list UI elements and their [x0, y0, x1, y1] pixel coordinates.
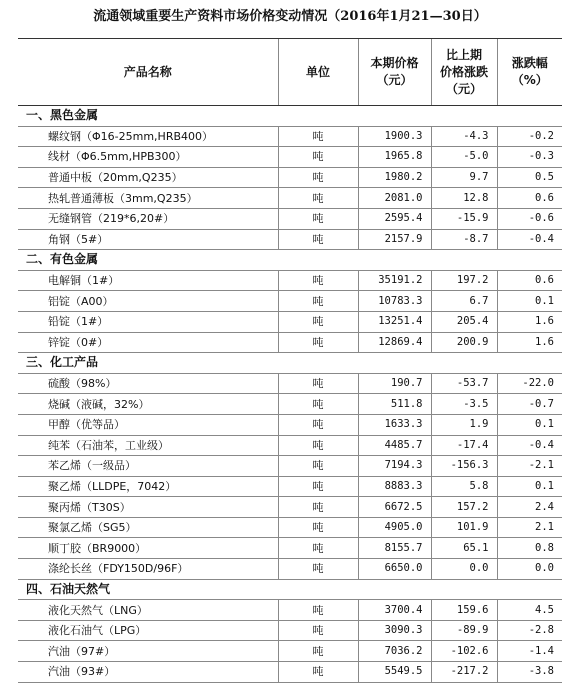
category-row — [18, 353, 562, 374]
product-name-cell: 电解铜（1#） — [18, 270, 278, 291]
pct-cell: -0.4 — [497, 229, 562, 250]
product-name-cell: 液化石油气（LPG） — [18, 620, 278, 641]
product-name-cell: 硫酸（98%） — [18, 373, 278, 394]
price-cell: 6672.5 — [358, 497, 431, 518]
product-name-cell: 汽油（97#） — [18, 641, 278, 662]
product-name-cell: 聚丙烯（T30S） — [18, 497, 278, 518]
product-name-cell: 涤纶长丝（FDY150D/96F） — [18, 559, 278, 580]
table-row — [18, 559, 562, 580]
pct-cell: 0.1 — [497, 291, 562, 312]
change-cell: -53.7 — [431, 373, 497, 394]
change-cell: -3.5 — [431, 394, 497, 415]
price-cell: 1633.3 — [358, 414, 431, 435]
pct-cell: -3.8 — [497, 662, 562, 683]
table-row — [18, 291, 562, 312]
unit-cell: 吨 — [278, 620, 358, 641]
pct-cell: 0.6 — [497, 270, 562, 291]
unit-cell: 吨 — [278, 167, 358, 188]
table-row — [18, 394, 562, 415]
product-name-cell: 汽油（93#） — [18, 662, 278, 683]
unit-cell: 吨 — [278, 373, 358, 394]
table-row — [18, 229, 562, 250]
change-cell: 5.8 — [431, 476, 497, 497]
pct-cell: -2.8 — [497, 620, 562, 641]
table-row — [18, 332, 562, 353]
change-cell: -15.9 — [431, 208, 497, 229]
table-row — [18, 167, 562, 188]
table-row — [18, 641, 562, 662]
change-cell: -8.7 — [431, 229, 497, 250]
unit-cell: 吨 — [278, 394, 358, 415]
product-name-cell: 锌锭（0#） — [18, 332, 278, 353]
change-cell: -4.3 — [431, 126, 497, 147]
unit-cell: 吨 — [278, 600, 358, 621]
unit-cell: 吨 — [278, 435, 358, 456]
price-cell: 8883.3 — [358, 476, 431, 497]
table-row — [18, 270, 562, 291]
price-cell: 511.8 — [358, 394, 431, 415]
table-row — [18, 662, 562, 683]
unit-cell: 吨 — [278, 497, 358, 518]
product-name-cell: 铝锭（A00） — [18, 291, 278, 312]
table-row — [18, 373, 562, 394]
pct-cell: 0.0 — [497, 559, 562, 580]
product-name-cell: 甲醇（优等品） — [18, 414, 278, 435]
header-price: 本期价格 （元） — [358, 39, 431, 106]
unit-cell: 吨 — [278, 641, 358, 662]
unit-cell: 吨 — [278, 662, 358, 683]
product-name-cell: 烧碱（液碱，32%） — [18, 394, 278, 415]
header-pct: 涨跌幅 （%） — [497, 39, 562, 106]
price-cell: 6650.0 — [358, 559, 431, 580]
pct-cell: -0.7 — [497, 394, 562, 415]
pct-cell: -1.4 — [497, 641, 562, 662]
change-cell: -156.3 — [431, 456, 497, 477]
unit-cell: 吨 — [278, 229, 358, 250]
pct-cell: 0.8 — [497, 538, 562, 559]
pct-cell: -0.3 — [497, 147, 562, 168]
pct-cell: -0.6 — [497, 208, 562, 229]
change-cell: 157.2 — [431, 497, 497, 518]
unit-cell: 吨 — [278, 270, 358, 291]
unit-cell: 吨 — [278, 208, 358, 229]
price-cell: 12869.4 — [358, 332, 431, 353]
price-cell: 35191.2 — [358, 270, 431, 291]
product-name-cell: 聚氯乙烯（SG5） — [18, 517, 278, 538]
product-name-cell: 液化天然气（LNG） — [18, 600, 278, 621]
unit-cell: 吨 — [278, 476, 358, 497]
pct-cell: 0.1 — [497, 476, 562, 497]
pct-cell: 2.1 — [497, 517, 562, 538]
unit-cell: 吨 — [278, 311, 358, 332]
unit-cell: 吨 — [278, 291, 358, 312]
product-name-cell: 铅锭（1#） — [18, 311, 278, 332]
change-cell: 9.7 — [431, 167, 497, 188]
table-row — [18, 476, 562, 497]
price-cell: 1980.2 — [358, 167, 431, 188]
unit-cell: 吨 — [278, 559, 358, 580]
table-row — [18, 456, 562, 477]
change-cell: 1.9 — [431, 414, 497, 435]
table-row — [18, 600, 562, 621]
unit-cell: 吨 — [278, 126, 358, 147]
header-change: 比上期 价格涨跌 （元） — [431, 39, 497, 106]
change-cell: -5.0 — [431, 147, 497, 168]
change-cell: -17.4 — [431, 435, 497, 456]
product-name-cell: 普通中板（20mm,Q235） — [18, 167, 278, 188]
price-cell: 1900.3 — [358, 126, 431, 147]
pct-cell: -0.4 — [497, 435, 562, 456]
product-name-cell: 纯苯（石油苯，工业级） — [18, 435, 278, 456]
unit-cell: 吨 — [278, 332, 358, 353]
table-row — [18, 435, 562, 456]
price-cell: 10783.3 — [358, 291, 431, 312]
pct-cell: 0.6 — [497, 188, 562, 209]
product-name-cell: 角钢（5#） — [18, 229, 278, 250]
change-cell: 65.1 — [431, 538, 497, 559]
change-cell: -89.9 — [431, 620, 497, 641]
pct-cell: 2.4 — [497, 497, 562, 518]
table-row — [18, 126, 562, 147]
product-name-cell: 聚乙烯（LLDPE，7042） — [18, 476, 278, 497]
unit-cell: 吨 — [278, 188, 358, 209]
price-cell: 13251.4 — [358, 311, 431, 332]
table-row — [18, 497, 562, 518]
price-cell: 8155.7 — [358, 538, 431, 559]
pct-cell: -0.2 — [497, 126, 562, 147]
change-cell: 0.0 — [431, 559, 497, 580]
price-cell: 7036.2 — [358, 641, 431, 662]
price-cell: 4485.7 — [358, 435, 431, 456]
table-row — [18, 208, 562, 229]
header-product: 产品名称 — [18, 39, 278, 106]
header-unit: 单位 — [278, 39, 358, 106]
category-label: 四、石油天然气 — [18, 579, 562, 600]
unit-cell: 吨 — [278, 456, 358, 477]
pct-cell: -2.1 — [497, 456, 562, 477]
table-header — [18, 39, 562, 106]
change-cell: 205.4 — [431, 311, 497, 332]
pct-cell: 4.5 — [497, 600, 562, 621]
table-row — [18, 538, 562, 559]
price-cell: 2595.4 — [358, 208, 431, 229]
table-row — [18, 517, 562, 538]
table-row — [18, 188, 562, 209]
price-cell: 3090.3 — [358, 620, 431, 641]
category-label: 一、黑色金属 — [18, 106, 562, 127]
category-label: 三、化工产品 — [18, 353, 562, 374]
unit-cell: 吨 — [278, 517, 358, 538]
price-cell: 3700.4 — [358, 600, 431, 621]
unit-cell: 吨 — [278, 147, 358, 168]
pct-cell: 1.6 — [497, 332, 562, 353]
price-cell: 1965.8 — [358, 147, 431, 168]
product-name-cell: 线材（Φ6.5mm,HPB300） — [18, 147, 278, 168]
table-body — [18, 106, 562, 683]
change-cell: -102.6 — [431, 641, 497, 662]
change-cell: -217.2 — [431, 662, 497, 683]
price-cell: 2157.9 — [358, 229, 431, 250]
category-row — [18, 106, 562, 127]
product-name-cell: 无缝钢管（219*6,20#） — [18, 208, 278, 229]
product-name-cell: 顺丁胶（BR9000） — [18, 538, 278, 559]
pct-cell: 0.1 — [497, 414, 562, 435]
category-label: 二、有色金属 — [18, 250, 562, 271]
change-cell: 159.6 — [431, 600, 497, 621]
category-row — [18, 579, 562, 600]
change-cell: 6.7 — [431, 291, 497, 312]
table-row — [18, 147, 562, 168]
price-cell: 190.7 — [358, 373, 431, 394]
change-cell: 12.8 — [431, 188, 497, 209]
product-name-cell: 螺纹钢（Φ16-25mm,HRB400） — [18, 126, 278, 147]
price-cell: 7194.3 — [358, 456, 431, 477]
price-cell: 2081.0 — [358, 188, 431, 209]
table-row — [18, 311, 562, 332]
unit-cell: 吨 — [278, 538, 358, 559]
change-cell: 197.2 — [431, 270, 497, 291]
price-table — [18, 38, 562, 683]
table-row — [18, 620, 562, 641]
pct-cell: 0.5 — [497, 167, 562, 188]
price-cell: 4905.0 — [358, 517, 431, 538]
pct-cell: -22.0 — [497, 373, 562, 394]
change-cell: 101.9 — [431, 517, 497, 538]
product-name-cell: 苯乙烯（一级品） — [18, 456, 278, 477]
table-row — [18, 414, 562, 435]
pct-cell: 1.6 — [497, 311, 562, 332]
change-cell: 200.9 — [431, 332, 497, 353]
unit-cell: 吨 — [278, 414, 358, 435]
category-row — [18, 250, 562, 271]
product-name-cell: 热轧普通薄板（3mm,Q235） — [18, 188, 278, 209]
page-title: 流通领域重要生产资料市场价格变动情况（2016年1月21—30日） — [93, 9, 487, 24]
price-cell: 5549.5 — [358, 662, 431, 683]
